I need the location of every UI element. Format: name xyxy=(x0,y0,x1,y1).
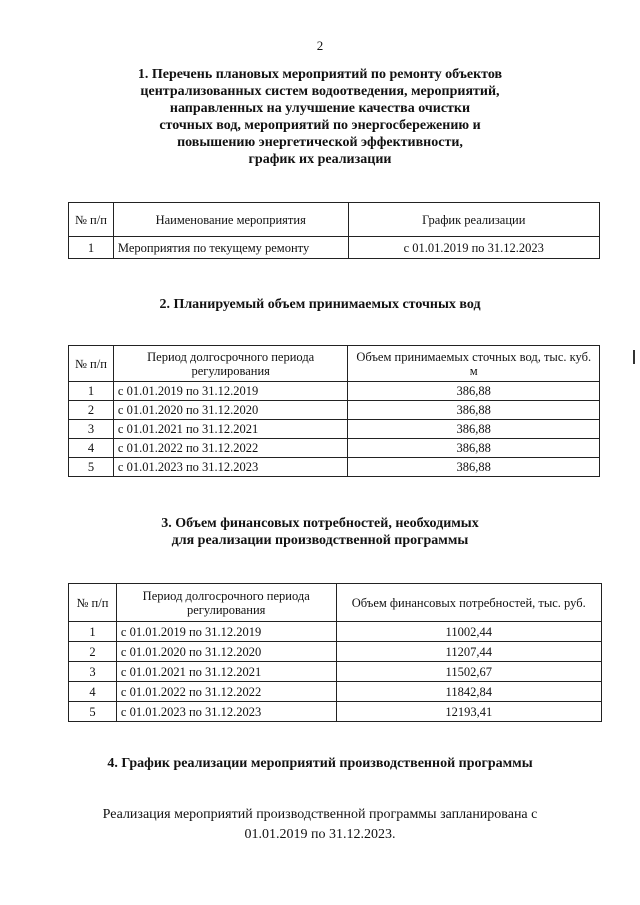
cell-num: 3 xyxy=(69,662,117,682)
cell-num: 4 xyxy=(69,439,114,458)
header-finance: Объем финансовых потребностей, тыс. руб. xyxy=(336,584,601,622)
table-row xyxy=(69,622,602,642)
table-header-row xyxy=(69,346,600,382)
cell-num: 2 xyxy=(69,401,114,420)
cell-period: с 01.01.2022 по 31.12.2022 xyxy=(116,682,336,702)
cell-period: с 01.01.2019 по 31.12.2019 xyxy=(116,622,336,642)
table-row xyxy=(69,682,602,702)
cell-value: 386,88 xyxy=(348,401,600,420)
cell-period: с 01.01.2020 по 31.12.2020 xyxy=(116,642,336,662)
cell-schedule: с 01.01.2019 по 31.12.2023 xyxy=(348,237,600,259)
section4-title: 4. График реализации мероприятий производственной программы xyxy=(107,756,533,771)
section4-paragraph xyxy=(0,805,640,845)
cell-period: с 01.01.2019 по 31.12.2019 xyxy=(113,382,348,401)
section1-title-line: повышению энергетической эффективности, xyxy=(177,135,463,150)
scan-mark xyxy=(633,350,635,364)
cell-value: 386,88 xyxy=(348,439,600,458)
cell-value: 11207,44 xyxy=(336,642,601,662)
section3-title xyxy=(0,515,640,549)
cell-num: 1 xyxy=(69,382,114,401)
cell-period: с 01.01.2021 по 31.12.2021 xyxy=(116,662,336,682)
header-period: Период долгосрочного периода регулирования xyxy=(116,584,336,622)
financial-needs-table xyxy=(68,583,602,722)
section1-title-line: график их реализации xyxy=(248,152,392,167)
section1-title-line: централизованных систем водоотведения, мероприятий, xyxy=(140,84,500,99)
header-name: Наименование мероприятия xyxy=(113,203,348,237)
table-row xyxy=(69,458,600,477)
cell-period: с 01.01.2023 по 31.12.2023 xyxy=(116,702,336,722)
cell-value: 386,88 xyxy=(348,382,600,401)
cell-name: Мероприятия по текущему ремонту xyxy=(113,237,348,259)
table-row xyxy=(69,401,600,420)
cell-value: 11842,84 xyxy=(336,682,601,702)
cell-period: с 01.01.2020 по 31.12.2020 xyxy=(113,401,348,420)
paragraph-line: Реализация мероприятий производственной программы запланирована с xyxy=(102,807,538,822)
cell-num: 5 xyxy=(69,458,114,477)
cell-value: 11502,67 xyxy=(336,662,601,682)
table-row xyxy=(69,642,602,662)
cell-num: 3 xyxy=(69,420,114,439)
header-volume: Объем принимаемых сточных вод, тыс. куб. м xyxy=(348,346,600,382)
section1-title-line: 1. Перечень плановых мероприятий по ремонту объектов xyxy=(137,67,503,82)
header-num: № п/п xyxy=(69,584,117,622)
activities-table xyxy=(68,202,600,259)
section1-title-line: направленных на улучшение качества очистки xyxy=(169,101,471,116)
cell-period: с 01.01.2022 по 31.12.2022 xyxy=(113,439,348,458)
table-row xyxy=(69,382,600,401)
section1-title xyxy=(0,66,640,168)
cell-value: 386,88 xyxy=(348,420,600,439)
table-header-row xyxy=(69,584,602,622)
table-row xyxy=(69,662,602,682)
table-row xyxy=(69,439,600,458)
section3-title-line: для реализации производственной программы xyxy=(171,533,469,548)
section2-title: 2. Планируемый объем принимаемых сточных вод xyxy=(159,297,481,312)
cell-num: 4 xyxy=(69,682,117,702)
cell-value: 386,88 xyxy=(348,458,600,477)
table-row xyxy=(69,420,600,439)
table-row xyxy=(69,702,602,722)
cell-num: 1 xyxy=(69,622,117,642)
table-header-row xyxy=(69,203,600,237)
cell-num: 5 xyxy=(69,702,117,722)
wastewater-volume-table xyxy=(68,345,600,477)
section1-title-line: сточных вод, мероприятий по энергосбережению и xyxy=(159,118,481,133)
header-num: № п/п xyxy=(69,203,114,237)
cell-value: 11002,44 xyxy=(336,622,601,642)
cell-period: с 01.01.2023 по 31.12.2023 xyxy=(113,458,348,477)
cell-num: 2 xyxy=(69,642,117,662)
header-num: № п/п xyxy=(69,346,114,382)
cell-period: с 01.01.2021 по 31.12.2021 xyxy=(113,420,348,439)
header-schedule: График реализации xyxy=(348,203,600,237)
section3-title-line: 3. Объем финансовых потребностей, необходимых xyxy=(161,516,479,531)
cell-value: 12193,41 xyxy=(336,702,601,722)
cell-num: 1 xyxy=(69,237,114,259)
paragraph-line: 01.01.2019 по 31.12.2023. xyxy=(244,827,396,842)
header-period: Период долгосрочного периода регулирования xyxy=(113,346,348,382)
table-row xyxy=(69,237,600,259)
page-number: 2 xyxy=(316,38,324,53)
